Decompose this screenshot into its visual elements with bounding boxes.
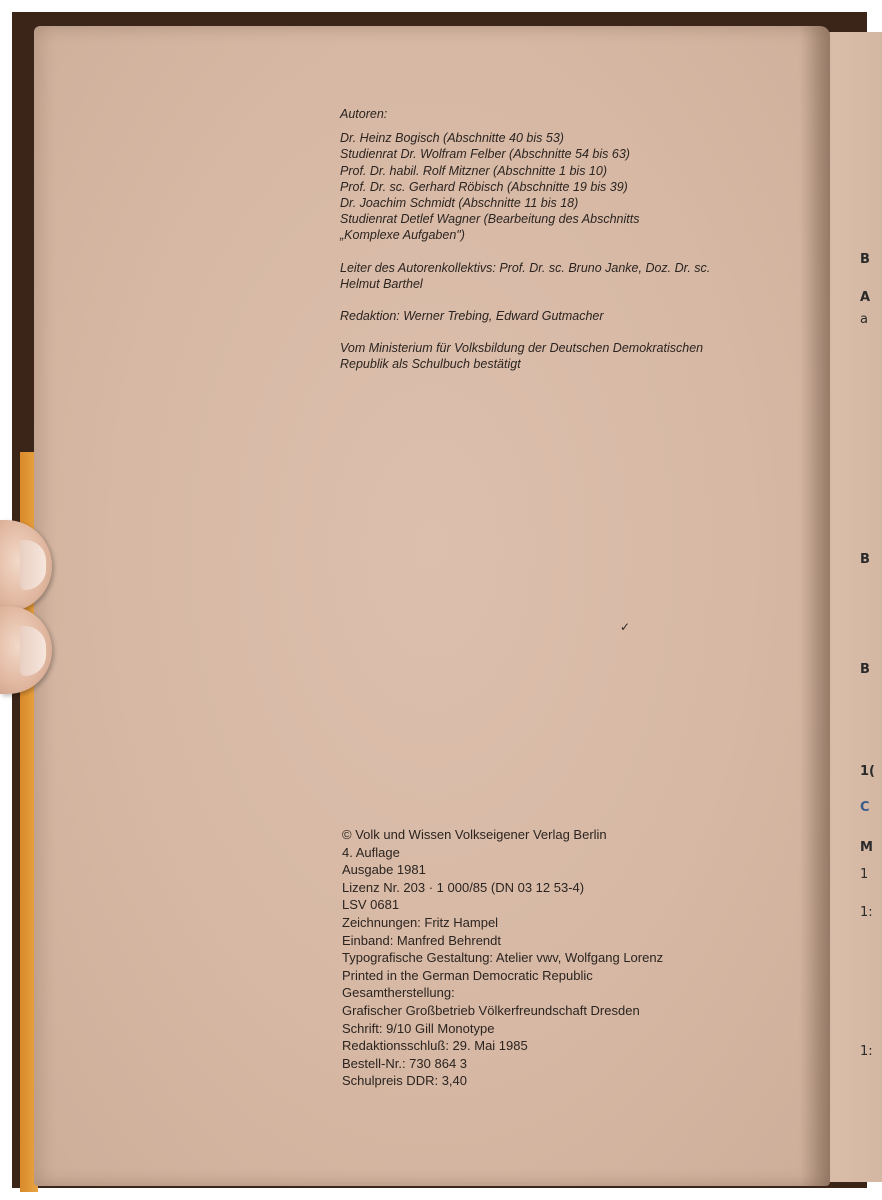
imprint-block [342, 826, 663, 1090]
adjacent-fragment: 1( [860, 764, 875, 779]
adjacent-fragment: C [860, 800, 870, 815]
ministry-line: Vom Ministerium für Volksbildung der Deutschen Demokratischen [340, 341, 704, 356]
imprint-line: Redaktionsschluß: 29. Mai 1985 [342, 1038, 528, 1054]
adjacent-fragment: a [860, 312, 868, 327]
adjacent-fragment: M [860, 840, 873, 855]
imprint-line: Grafischer Großbetrieb Völkerfreundschaft Dresden [342, 1002, 640, 1018]
adjacent-fragment: 1 [860, 867, 869, 882]
finger-nail [20, 626, 46, 676]
imprint-line: Printed in the German Democratic Republic [342, 967, 593, 983]
imprint-line: © Volk und Wissen Volkseigener Verlag Berlin [342, 827, 607, 842]
author-line: Prof. Dr. sc. Gerhard Röbisch (Abschnitte 19 bis 39) [340, 179, 628, 194]
imprint-line: Schulpreis DDR: 3,40 [342, 1073, 467, 1089]
leader-line: Helmut Barthel [340, 276, 423, 291]
author-line: Studienrat Detlef Wagner (Bearbeitung des Abschnitts [340, 212, 640, 227]
imprint-line: Zeichnungen: Fritz Hampel [342, 914, 499, 930]
adjacent-fragment: B [860, 252, 870, 267]
leader-line: Leiter des Autorenkollektivs: Prof. Dr. sc. Bruno Janke, Doz. Dr. sc. [340, 260, 711, 275]
author-line: Prof. Dr. habil. Rolf Mitzner (Abschnitte 1 bis 10) [340, 163, 607, 178]
adjacent-fragment: 1: [860, 905, 873, 920]
imprint-line: Ausgabe 1981 [342, 862, 426, 878]
authors-heading: Autoren: [340, 107, 388, 121]
imprint-line: Einband: Manfred Behrendt [342, 932, 501, 948]
adjacent-fragment: A [860, 290, 871, 305]
imprint-line: Lizenz Nr. 203 · 1 000/85 (DN 03 12 53-4) [342, 879, 585, 895]
credits-block [340, 106, 710, 373]
adjacent-fragment: B [860, 552, 870, 567]
author-line: „Komplexe Aufgaben") [340, 228, 465, 243]
imprint-line: Gesamtherstellung: [342, 985, 455, 1001]
ministry-line: Republik als Schulbuch bestätigt [340, 357, 521, 372]
author-line: Studienrat Dr. Wolfram Felber (Abschnitte 54 bis 63) [340, 147, 630, 162]
author-line: Dr. Heinz Bogisch (Abschnitte 40 bis 53) [340, 131, 564, 146]
spine-shadow [800, 26, 830, 1186]
imprint-line: Bestell-Nr.: 730 864 3 [342, 1055, 468, 1071]
pencil-tick-mark: ✓ [620, 620, 631, 634]
thumb-nail [20, 540, 46, 590]
adjacent-fragment: B [860, 662, 870, 677]
imprint-line: Typografische Gestaltung: Atelier vwv, Wolfgang Lorenz [342, 950, 664, 966]
imprint-line: 4. Auflage [342, 844, 400, 860]
author-line: Dr. Joachim Schmidt (Abschnitte 11 bis 18) [340, 196, 579, 211]
adjacent-fragment: 1: [860, 1044, 873, 1059]
imprint-line: LSV 0681 [342, 897, 400, 913]
imprint-line: Schrift: 9/10 Gill Monotype [342, 1020, 495, 1036]
editors-line: Redaktion: Werner Trebing, Edward Gutmacher [340, 309, 604, 324]
